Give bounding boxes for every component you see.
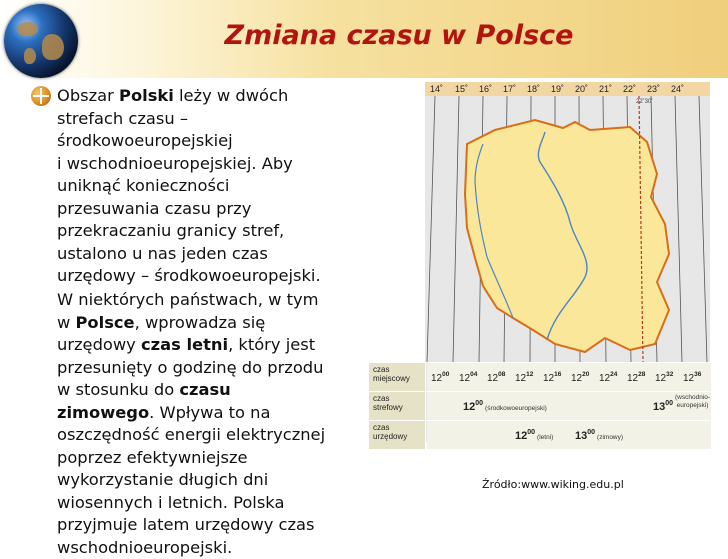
meridian-label: 18˚: [527, 84, 540, 94]
text-line: poprzez efektywniejsze: [57, 447, 362, 470]
row-cells: [427, 392, 711, 420]
row-cells: [427, 421, 711, 449]
text-line: przesuwania czasu przy: [57, 198, 367, 221]
text-span: Obszar: [57, 86, 119, 105]
text-line: strefach czasu –: [57, 108, 367, 131]
time-value: $12^{28}$: [627, 371, 645, 384]
bold-text: zimowego: [57, 403, 149, 422]
text-line: i wschodnioeuropejskiej. Aby: [57, 153, 367, 176]
text-span: . Wpływa to na: [149, 403, 270, 422]
text-line: środkowoeuropejskiej: [57, 130, 367, 153]
row-label-line: czas: [373, 423, 425, 432]
text-line: ustalono u nas jeden czas: [57, 243, 367, 266]
time-value: $12^{32}$: [655, 371, 673, 384]
time-value: $12^{24}$: [599, 371, 617, 384]
text-line: wschodnioeuropejski.: [57, 537, 362, 559]
bullet-icon: [31, 86, 51, 106]
time-table: [369, 362, 711, 448]
row-label: [369, 363, 426, 391]
time-value: $12^{36}$: [683, 371, 701, 384]
time-value: $12^{08}$: [487, 371, 505, 384]
text-span: urzędowy: [57, 335, 141, 354]
row-local-time: [369, 362, 711, 390]
row-label-line: miejscowy: [373, 374, 425, 383]
text-span: , który jest: [228, 335, 315, 354]
bold-text: czas letni: [141, 335, 228, 354]
row-label: [369, 392, 426, 420]
text-line: przyjmuje latem urzędowy czas: [57, 514, 362, 537]
row-label-line: czas: [373, 394, 425, 403]
text-span: w stosunku do: [57, 380, 179, 399]
slide-title: Zmiana czasu w Polsce: [0, 20, 728, 51]
time-value: $13^{00}(zimowy)$: [575, 429, 623, 442]
row-label-line: urzędowy: [373, 432, 425, 441]
row-label: [369, 421, 426, 449]
bold-text: Polsce: [76, 313, 135, 332]
meridian-label: 24˚: [671, 84, 684, 94]
time-value: $12^{16}$: [543, 371, 561, 384]
text-line: oszczędność energii elektrycznej: [57, 424, 362, 447]
text-line: urzędowy – środkowoeuropejski.: [57, 265, 367, 288]
meridian-label: 19˚: [551, 84, 564, 94]
time-value: $12^{00}(środkowoeuropejski)$: [463, 400, 547, 413]
text-line: przekraczaniu granicy stref,: [57, 220, 367, 243]
meridian-label: 15˚: [455, 84, 468, 94]
zone-note: (wschodnio- europejski): [675, 394, 710, 410]
text-line: wiosennych i letnich. Polska: [57, 492, 362, 515]
text-line: uniknąć konieczności: [57, 175, 367, 198]
text-span: w: [57, 313, 76, 332]
meridian-label: 20˚: [575, 84, 588, 94]
text-line: wykorzystanie długich dni: [57, 469, 362, 492]
summer-time-paragraph: [57, 289, 362, 559]
text-span: leży w dwóch: [174, 86, 288, 105]
meridian-label: 17˚: [503, 84, 516, 94]
text-line: W niektórych państwach, w tym: [57, 289, 362, 312]
text-span: , wprowadza się: [135, 313, 266, 332]
meridian-label: 23˚: [647, 84, 660, 94]
text-line: przesunięty o godzinę do przodu: [57, 357, 362, 380]
meridian-label: 22˚: [623, 84, 636, 94]
intro-paragraph: [57, 85, 367, 288]
meridian-label: 14˚: [430, 84, 443, 94]
row-label-line: czas: [373, 365, 425, 374]
time-value: $12^{00}$: [431, 371, 449, 384]
bold-text: Polski: [119, 86, 174, 105]
time-value: $12^{04}$: [459, 371, 477, 384]
time-value: $12^{20}$: [571, 371, 589, 384]
row-official-time: [369, 420, 711, 448]
meridian-label: 16˚: [479, 84, 492, 94]
time-value: $12^{12}$: [515, 371, 533, 384]
zone-boundary-label: 22˚30': [636, 98, 653, 105]
time-value: $12^{00}(letni)$: [515, 429, 553, 442]
meridian-label: 21˚: [599, 84, 612, 94]
row-cells: [427, 363, 711, 391]
row-zone-time: [369, 391, 711, 419]
time-value: $13^{00}$: [653, 400, 673, 413]
row-label-line: strefowy: [373, 403, 425, 412]
source-caption: Źródło:www.wiking.edu.pl: [482, 478, 624, 491]
bold-text: czasu: [179, 380, 230, 399]
